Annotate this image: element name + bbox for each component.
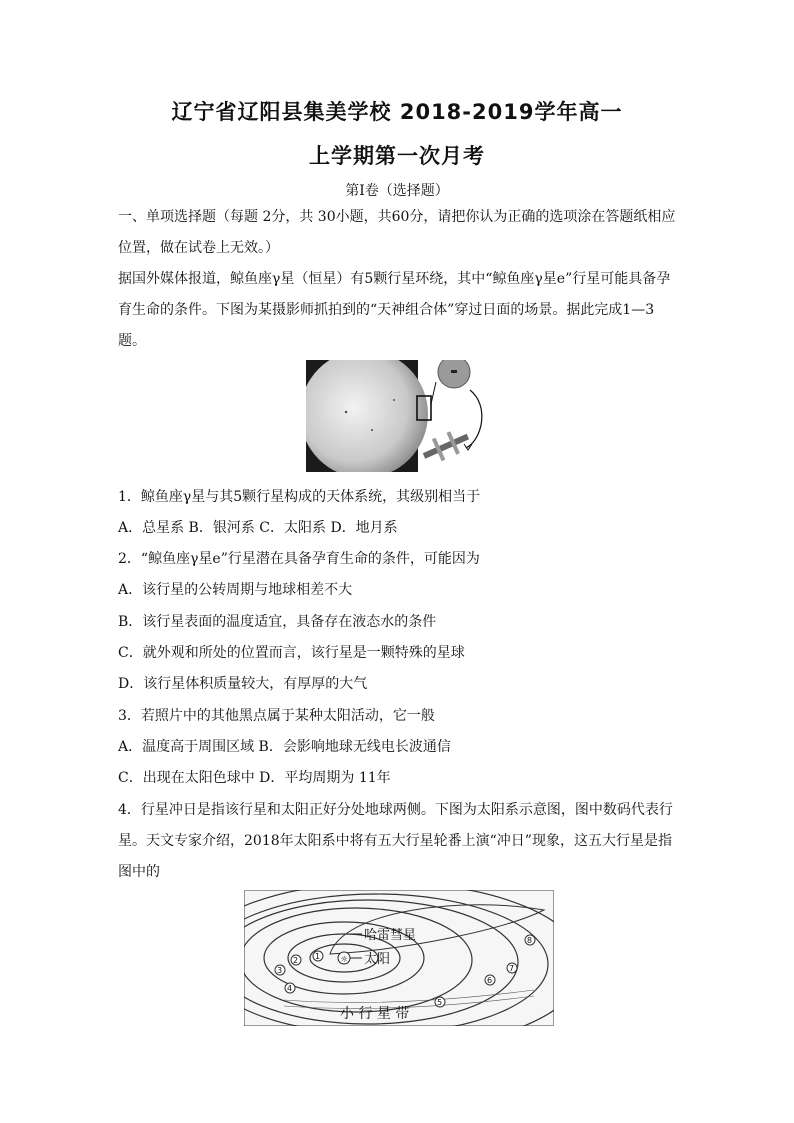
q3-options-cd: C．出现在太阳色球中 D．平均周期为 11年 <box>118 770 391 786</box>
planet-marker-5: 5 <box>437 998 443 1007</box>
planet-marker-4: 4 <box>287 984 293 993</box>
solar-system-diagram <box>244 890 554 1026</box>
q2-option-d: D．该行星体积质量较大，有厚厚的大气 <box>118 676 368 692</box>
sun-label: 太阳 <box>364 952 391 967</box>
planet-marker-6: 6 <box>487 976 493 985</box>
asteroid-belt-label: 小 行 星 带 <box>340 1006 410 1022</box>
passage: 据国外媒体报道，鲸鱼座γ星（恒星）有5颗行星环绕，其中“鲸鱼座γ星e”行星可能具备孕育生命的条件。下图为某摄影师抓拍到的“天神组合体”穿过日面的场景。据此完成1—3题。 <box>118 271 671 349</box>
planet-marker-1: 1 <box>315 952 321 961</box>
q2-stem: 2．“鲸鱼座γ星e”行星潜在具备孕育生命的条件，可能因为 <box>118 551 480 567</box>
instructions: 一、单项选择题（每题 2分，共 30小题，共60分，请把你认为正确的选项涂在答题纸相应位置，做在试卷上无效。） <box>118 209 676 256</box>
q2-option-c: C．就外观和所处的位置而言，该行星是一颗特殊的星球 <box>118 645 465 661</box>
q2-option-b: B．该行星表面的温度适宜，具备存在液态水的条件 <box>118 614 437 630</box>
svg-text:☼: ☼ <box>340 955 349 965</box>
section-heading: 第Ⅰ卷（选择题） <box>345 183 449 199</box>
q1-options: A．总星系 B．银河系 C．太阳系 D．地月系 <box>118 520 398 536</box>
sun-transit-photo <box>306 360 490 472</box>
q4-stem: 4．行星冲日是指该行星和太阳正好分处地球两侧。下图为太阳系示意图，图中数码代表行星。天文专家介绍，2018年太阳系中将有五大行星轮番上演“冲日”现象，这五大行星是指图中的 <box>118 802 673 880</box>
q2-option-a: A．该行星的公转周期与地球相差不大 <box>118 582 353 598</box>
planet-marker-7: 7 <box>509 964 515 973</box>
q1-stem: 1．鲸鱼座γ星与其5颗行星构成的天体系统，其级别相当于 <box>118 489 481 505</box>
exam-title-line2: 上学期第一次月考 <box>309 144 485 168</box>
q3-stem: 3．若照片中的其他黑点属于某种太阳活动，它一般 <box>118 708 435 724</box>
q3-options-ab: A．温度高于周围区域 B．会影响地球无线电长波通信 <box>118 739 451 755</box>
exam-title-line1: 辽宁省辽阳县集美学校 2018-2019学年高一 <box>171 100 623 124</box>
planet-marker-8: 8 <box>527 936 533 945</box>
planet-marker-3: 3 <box>277 966 283 975</box>
planet-marker-2: 2 <box>293 956 299 965</box>
comet-label: 哈雷彗星 <box>364 928 417 943</box>
